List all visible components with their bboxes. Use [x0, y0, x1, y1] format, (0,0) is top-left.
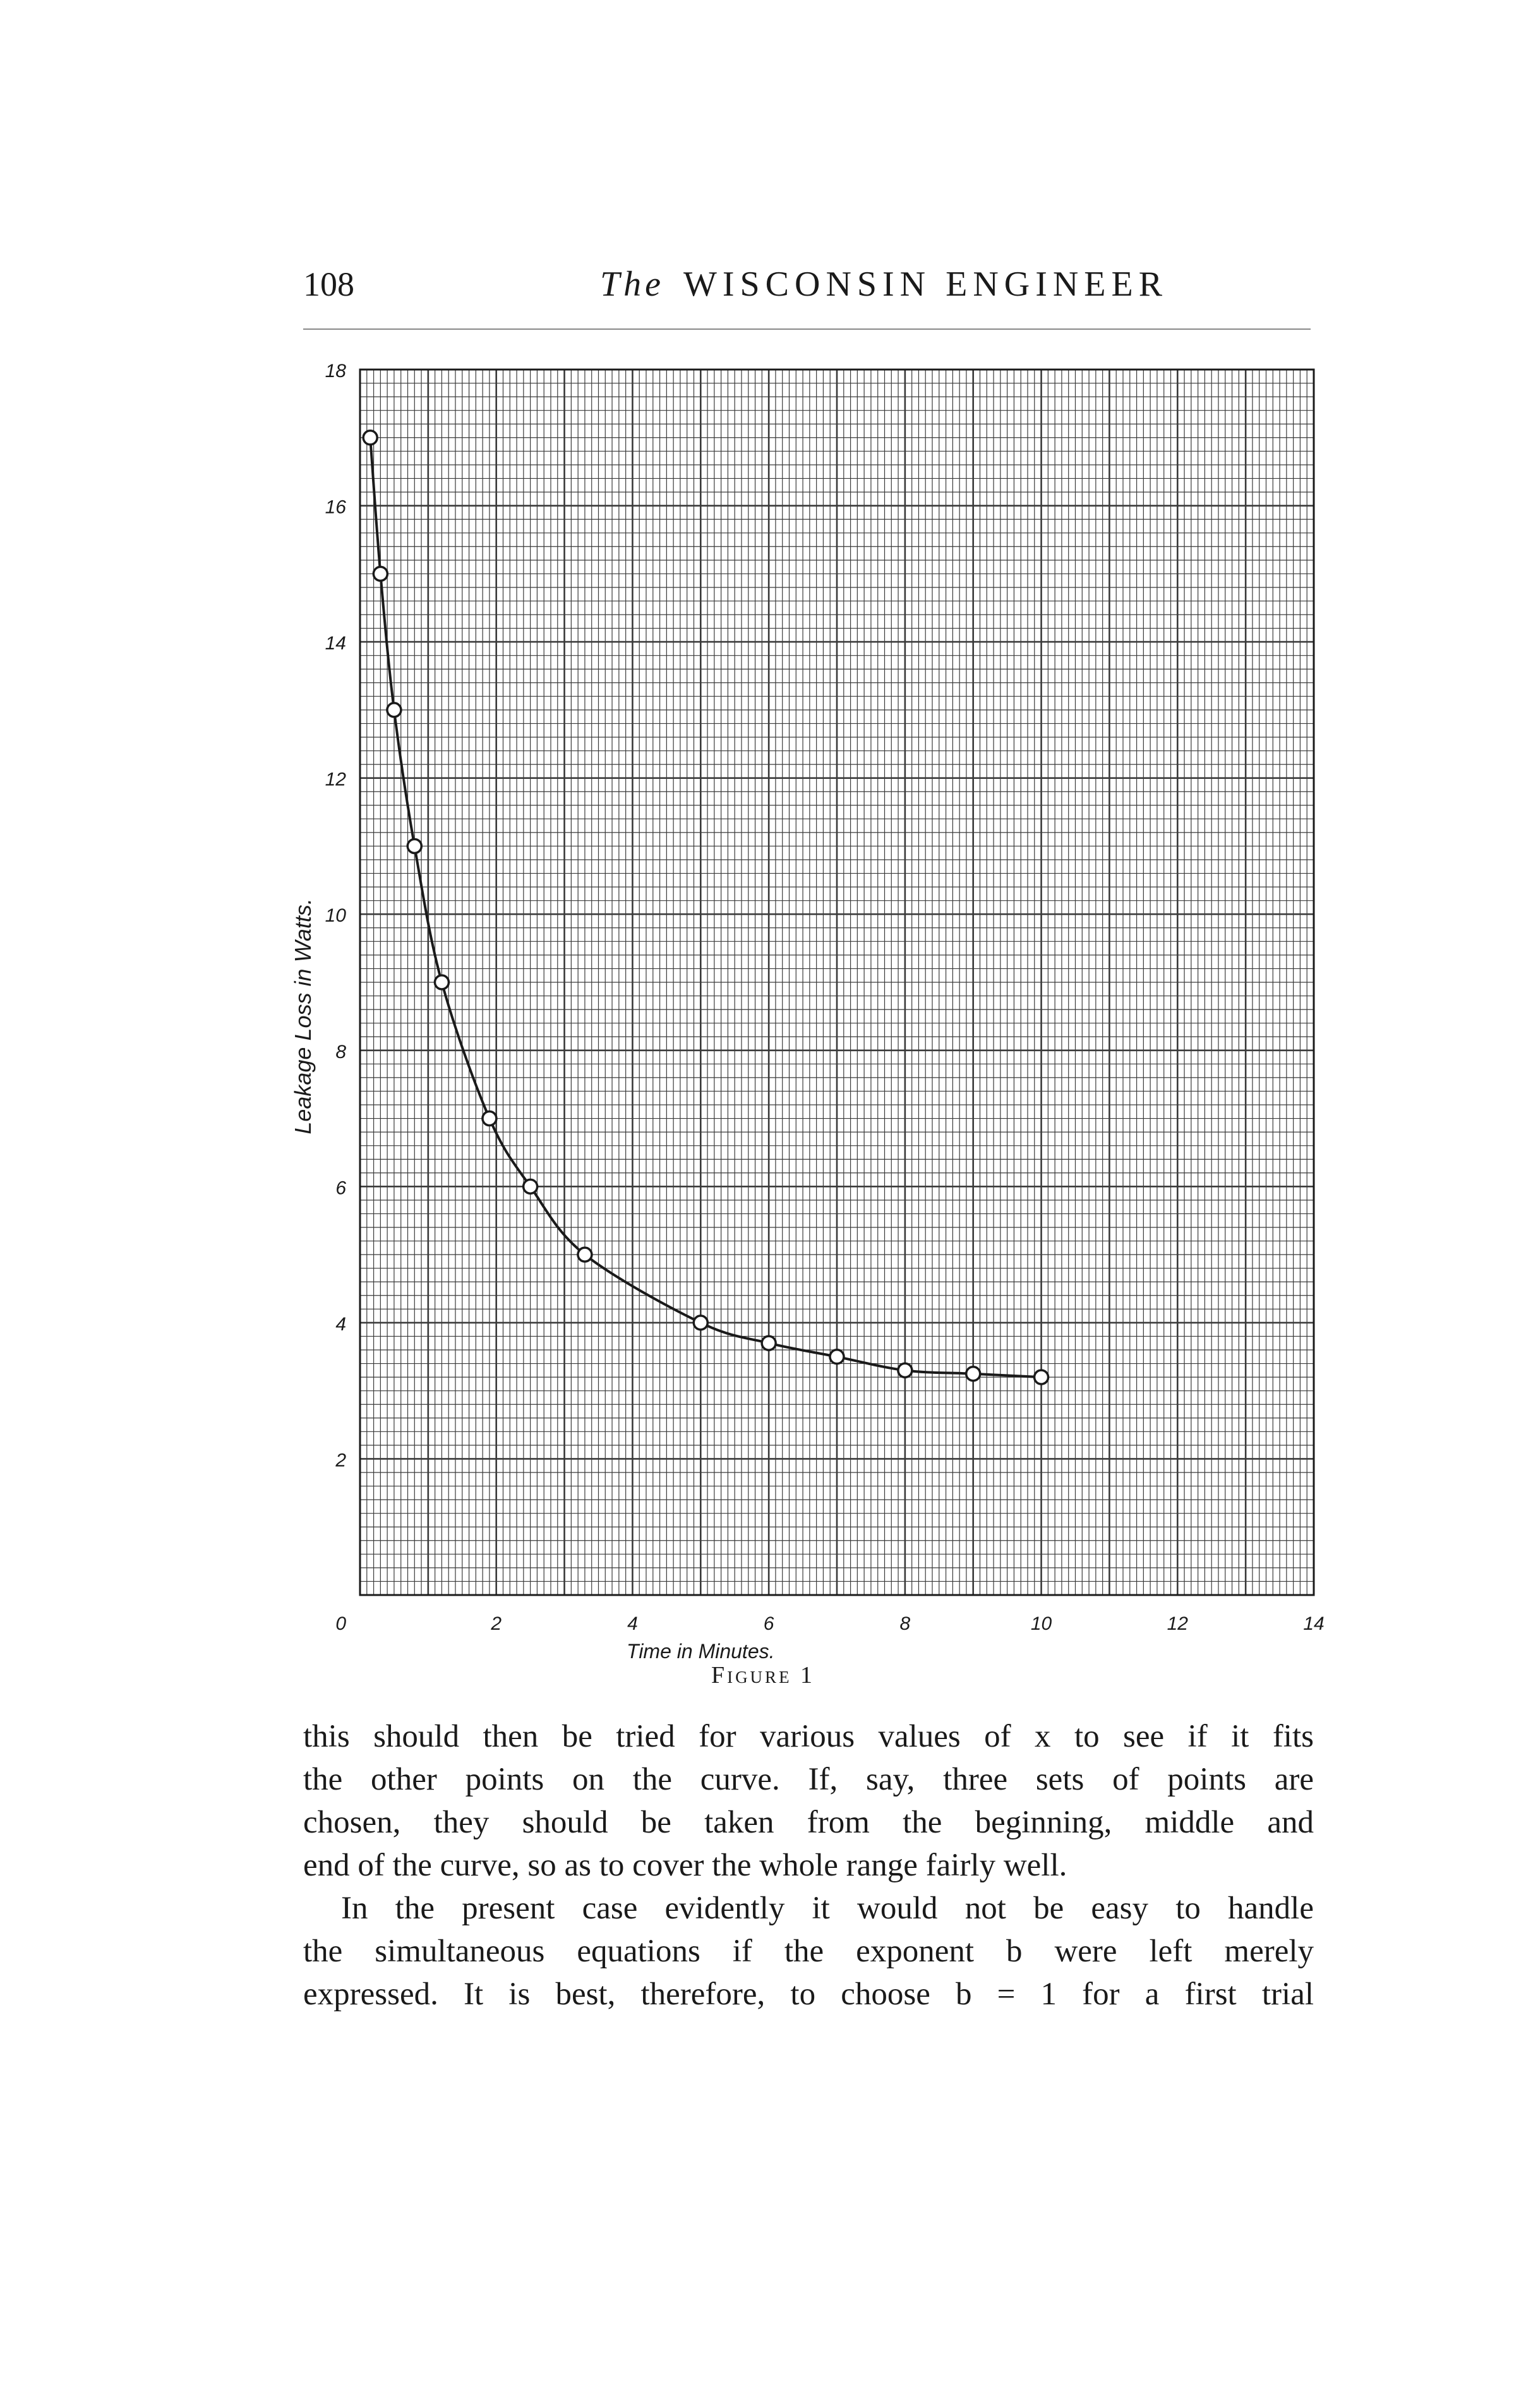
journal-title — [600, 264, 1168, 304]
paragraph-2-line: expressed. It is best, therefore, to choose b = 1 for a first trial — [303, 1977, 1314, 2012]
journal-title-the: The — [600, 265, 664, 304]
x-axis-title: Time in Minutes. — [627, 1640, 775, 1661]
y-tick-label: 18 — [325, 361, 346, 382]
y-tick-label: 6 — [335, 1177, 346, 1199]
x-tick-label: 6 — [763, 1613, 774, 1634]
paragraph-2-line: the simultaneous equations if the exponent b were left merely — [303, 1934, 1314, 1969]
data-point-marker — [830, 1350, 844, 1364]
y-tick-label: 4 — [335, 1313, 346, 1335]
chart-labels — [290, 361, 1325, 1661]
data-point-marker — [524, 1179, 538, 1193]
running-head — [303, 264, 1301, 315]
y-tick-label: 10 — [325, 905, 346, 927]
paragraph-1-line: end of the curve, so as to cover the whole range fairly well. — [303, 1848, 1067, 1883]
data-point-marker — [407, 839, 421, 853]
data-point-marker — [363, 431, 377, 445]
data-point-marker — [1035, 1370, 1048, 1384]
paragraph-2-line: In the present case evidently it would not be easy to handle — [341, 1891, 1314, 1926]
paragraph-1-line: the other points on the curve. If, say, three sets of points are — [303, 1762, 1314, 1797]
chart-grid — [360, 370, 1314, 1595]
x-tick-label: 10 — [1030, 1613, 1052, 1634]
header-rule — [303, 328, 1311, 330]
body-text — [303, 1715, 1314, 2016]
data-point-marker — [483, 1112, 496, 1126]
figure-caption: Figure 1 — [711, 1662, 815, 1689]
data-point-marker — [966, 1367, 980, 1381]
data-point-marker — [373, 567, 387, 581]
page-number: 108 — [303, 265, 354, 303]
x-tick-label: 4 — [627, 1613, 638, 1634]
data-point-marker — [435, 975, 448, 989]
data-point-marker — [578, 1248, 592, 1261]
data-point-marker — [694, 1316, 707, 1330]
chart-curve — [370, 438, 1041, 1377]
paragraph-1-line: this should then be tried for various values of x to see if it fits — [303, 1719, 1314, 1754]
y-tick-label: 12 — [325, 769, 346, 790]
paragraph-1-line: chosen, they should be taken from the beginning, middle and — [303, 1805, 1314, 1840]
x-tick-label: 12 — [1167, 1613, 1188, 1634]
y-tick-label: 2 — [335, 1450, 346, 1471]
x-tick-label: 8 — [899, 1613, 911, 1634]
data-point-marker — [762, 1336, 776, 1350]
y-tick-label: 16 — [325, 497, 346, 518]
y-tick-label: 14 — [325, 633, 346, 654]
x-tick-label: 2 — [491, 1613, 502, 1634]
y-tick-label: 8 — [335, 1041, 346, 1063]
data-point-marker — [898, 1363, 912, 1377]
journal-title-name: WISCONSIN ENGINEER — [683, 265, 1169, 304]
y-axis-title: Leakage Loss in Watts. — [290, 898, 316, 1135]
x-tick-label: 14 — [1303, 1613, 1325, 1634]
leakage-loss-chart — [278, 354, 1326, 1661]
data-series-line — [370, 438, 1041, 1377]
y-tick-label: 0 — [335, 1613, 346, 1634]
data-point-marker — [387, 703, 401, 717]
